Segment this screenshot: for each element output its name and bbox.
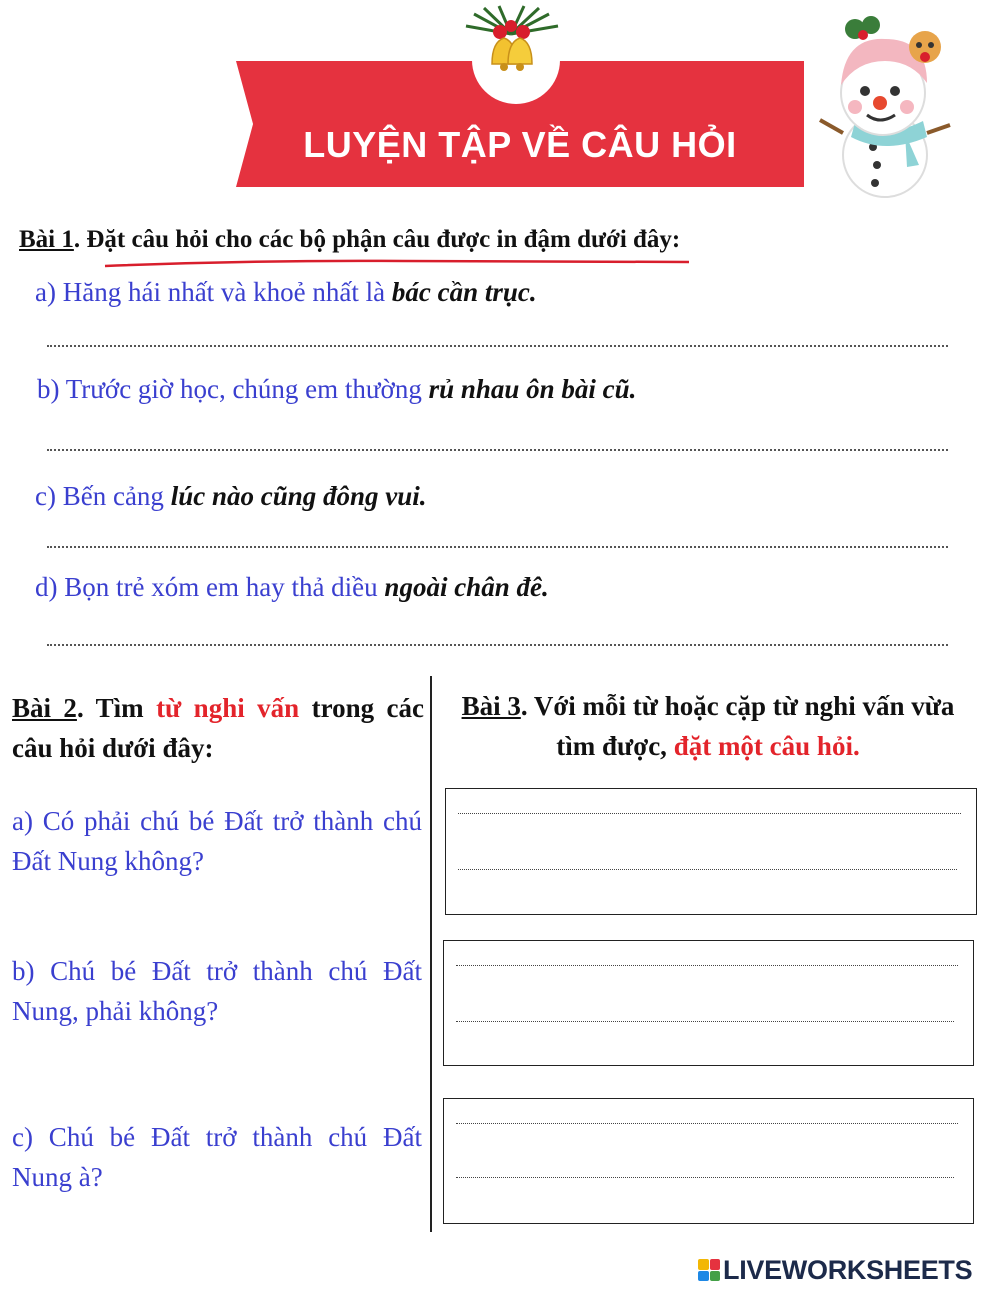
answer-box-line	[458, 869, 957, 870]
exercise-2-item-a: a) Có phải chú bé Đất trở thành chú Đất Nung không?	[12, 806, 422, 876]
answer-box-line	[456, 1177, 954, 1178]
exercise-2-label: Bài 2	[12, 693, 77, 723]
answer-box-c[interactable]	[443, 1098, 974, 1224]
exercise-1-instruction: . Đặt câu hỏi cho các bộ phận câu được in đậm dưới đây:	[73, 226, 681, 253]
answer-box-line	[456, 965, 958, 966]
answer-line-c[interactable]	[47, 546, 948, 548]
interrogative-word-highlight: từ nghi vấn	[156, 693, 300, 723]
page-title: LUYỆN TẬP VỀ CÂU HỎI	[303, 124, 737, 165]
logo-mark-icon	[698, 1259, 720, 1281]
logo-text: LIVEWORKSHEETS	[723, 1254, 973, 1285]
exercise-1-item-a: a) Hăng hái nhất và khoẻ nhất là bác cần trục.	[35, 277, 537, 307]
exercise-1-heading	[19, 226, 680, 254]
exercise-3-highlight: đặt một câu hỏi.	[673, 731, 860, 761]
exercise-1-item-d: d) Bọn trẻ xóm em hay thả diều ngoài chân đê.	[35, 572, 549, 602]
exercise-2-item-b: b) Chú bé Đất trở thành chú Đất Nung, phải không?	[12, 956, 422, 1026]
column-divider	[430, 676, 432, 1232]
answer-box-line	[456, 1123, 958, 1124]
exercise-3-heading: Bài 3. Với mỗi từ hoặc cặp từ nghi vấn vừa tìm được, đặt một câu hỏi.	[461, 691, 955, 761]
exercise-1-item-c: c) Bến cảng lúc nào cũng đông vui.	[35, 481, 427, 511]
exercise-3-label: Bài 3	[461, 691, 521, 721]
exercise-2-heading: Bài 2. Tìm từ nghi vấn trong các câu hỏi dưới đây:	[12, 693, 424, 763]
red-underline-mark	[103, 257, 691, 269]
answer-line-d[interactable]	[47, 644, 948, 646]
exercise-1-label: Bài 1	[19, 226, 74, 253]
liveworksheets-logo	[698, 1255, 972, 1285]
answer-box-a[interactable]	[445, 788, 977, 915]
exercise-2-item-c: c) Chú bé Đất trở thành chú Đất Nung à?	[12, 1122, 422, 1192]
answer-box-line	[456, 1021, 954, 1022]
exercise-1-item-b: b) Trước giờ học, chúng em thường rủ nhau ôn bài cũ.	[37, 374, 637, 404]
answer-box-b[interactable]	[443, 940, 974, 1066]
answer-line-b[interactable]	[47, 449, 948, 451]
christmas-bells-icon	[454, 4, 569, 84]
answer-line-a[interactable]	[47, 345, 948, 347]
snowman-icon	[815, 15, 955, 200]
answer-box-line	[458, 813, 961, 814]
